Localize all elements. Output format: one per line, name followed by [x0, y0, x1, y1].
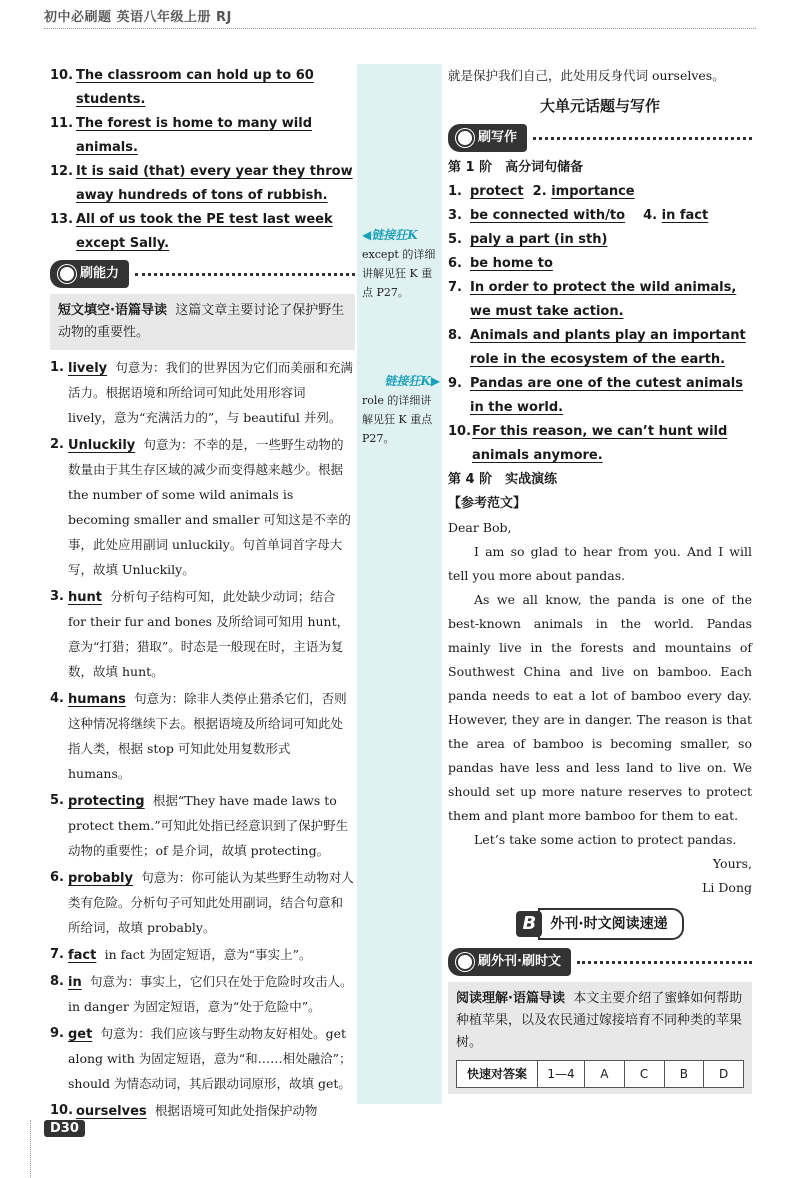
section-b-title: [448, 908, 752, 940]
continued-explanation: 就是保护我们自己，此处用反身代词 ourselves。: [448, 68, 725, 83]
quick-answer-cell: D: [719, 1067, 729, 1081]
stage1-item: 1. protect 2. importance: [448, 184, 635, 199]
right-column: [448, 64, 752, 1100]
foreign-section-header: [448, 948, 752, 976]
answer-item: 8. in 句意为：事实上，它们只在处于危险时攻击人。in danger 为固定短语，意为“处于危险中”。: [50, 974, 353, 1014]
pencil-icon: [456, 953, 474, 971]
dotted-rule: [533, 137, 752, 140]
sentence-item: 13. All of us took the PE test last week except Sally.: [50, 212, 333, 251]
link-arrow-icon: ▶: [430, 374, 440, 388]
quick-answer-cell: A: [585, 1061, 625, 1087]
writing-section-header: [448, 124, 752, 152]
essay-signature: Li Dong: [702, 880, 752, 895]
link-label: 链接狂K: [384, 374, 431, 388]
dotted-rule: [135, 273, 355, 276]
answer-item: 1. lively 句意为：我们的世界因为它们而美丽和充满活力。根据语境和所给词可知此处用形容词 lively，意为“充满活力的”，与 beautiful 并列。: [50, 360, 353, 425]
answer-item: 4. humans 句意为：除非人类停止猎杀它们，否则这种情况将继续下去。根据语境及所给词可知此处指人类，根据 stop 可知此处用复数形式 humans。: [50, 691, 347, 781]
stage1-item: 3. be connected with/to 4. in fact: [448, 208, 709, 223]
essay-greeting: Dear Bob,: [448, 520, 512, 535]
page-number: D30: [44, 1120, 85, 1137]
answer-item: 3. hunt 分析句子结构可知，此处缺少动词；结合 for their fur and bones 及所给词可知用 hunt，意为“打猎；猎取”。时态是一般现在时，主语为复数，故填 hunt。: [50, 589, 350, 679]
section-b-text: 外刊·时文阅读速递: [538, 908, 683, 940]
reading-intro-box: 阅读理解·语篇导读 本文主要介绍了蜜蜂如何帮助种植苹果，以及农民通过嫁接培育不同种类的苹果树。 快速对答案 1—4 A C B D: [448, 982, 752, 1094]
stage1-item: 10. For this reason, we can’t hunt wild animals anymore.: [448, 424, 728, 463]
stage1-item: 8. Animals and plants play an important role in the ecosystem of the earth.: [448, 328, 746, 367]
corner-mark: [30, 1120, 32, 1178]
link-note-1: [362, 226, 442, 302]
answer-item: 10. ourselves 根据语境可知此处指保护动物: [50, 1103, 318, 1119]
pencil-icon: [58, 265, 76, 283]
essay-closing: Yours,: [712, 856, 752, 871]
middle-notes-column: [357, 64, 442, 1104]
section-b-letter: B: [516, 911, 542, 937]
writing-badge: 刷写作: [448, 124, 527, 152]
sample-essay: [448, 516, 752, 900]
ability-badge: 刷能力: [50, 260, 129, 288]
quick-answer-cell: B: [665, 1061, 705, 1087]
stage1-item: 7. In order to protect the wild animals, we must take action.: [448, 280, 737, 319]
quick-answer-table: [456, 1060, 744, 1088]
ability-intro-box: 短文填空·语篇导读 这篇文章主要讨论了保护野生动物的重要性。: [50, 294, 355, 350]
essay-paragraph: Let’s take some action to protect pandas.: [474, 832, 737, 847]
answer-item: 5. protecting 根据“They have made laws to protect them.”可知此处指已经意识到了保护野生动物的重要性；of 是介词，故填 protecting。: [50, 793, 349, 858]
stage4-title: 第 4 阶 实战演练: [448, 472, 558, 487]
stage1-title: 第 1 阶 高分词句储备: [448, 160, 584, 175]
stage1-item: 6. be home to: [448, 256, 553, 271]
sentence-item: 12. It is said (that) every year they throw away hundreds of tons of rubbish.: [50, 164, 353, 203]
link-arrow-icon: ◀: [362, 228, 372, 242]
left-column: [50, 64, 355, 1124]
essay-paragraph: I am so glad to hear from you. And I will tell you more about pandas.: [448, 544, 752, 583]
quick-answer-range: 1—4: [538, 1061, 585, 1087]
link-note-text: role 的详细讲解见狂 K 重点 P27。: [362, 394, 433, 445]
header-divider: [44, 28, 756, 29]
ability-section-header: [50, 260, 355, 288]
answer-item: 6. probably 句意为：你可能认为某些野生动物对人类有危险。分析句子可知此处用副词，结合句意和所给词，故填 probably。: [50, 870, 354, 935]
quick-answer-label: 快速对答案: [457, 1061, 538, 1087]
link-note-text: except 的详细讲解见狂 K 重点 P27。: [362, 248, 436, 299]
quick-answer-cell: C: [625, 1061, 665, 1087]
answer-item: 2. Unluckily 句意为：不幸的是，一些野生动物的数量由于其生存区域的减少而变得越来越少。根据 the number of some wild animals is becoming smaller and smaller 可知这是不幸的事，此处应用副词 unluckily。句首单词首字母大写，故填 Unluckily。: [50, 437, 351, 577]
sample-label: 【参考范文】: [448, 496, 527, 511]
answer-item: 7. fact in fact 为固定短语，意为“事实上”。: [50, 947, 312, 963]
unit-title: 大单元话题与写作: [539, 97, 660, 115]
dotted-rule: [577, 961, 752, 964]
link-label: 链接狂K: [371, 228, 418, 242]
foreign-badge: 刷外刊·刷时文: [448, 948, 571, 976]
page-header: 初中必刷题 英语八年级上册 RJ: [44, 10, 232, 25]
stage1-item: 5. paly a part (in sth): [448, 232, 608, 247]
sentence-item: 10. The classroom can hold up to 60 students.: [50, 68, 314, 107]
pencil-icon: [456, 129, 474, 147]
sentence-item: 11. The forest is home to many wild animals.: [50, 116, 313, 155]
stage1-item: 9. Pandas are one of the cutest animals in the world.: [448, 376, 743, 415]
answer-item: 9. get 句意为：我们应该与野生动物友好相处。get along with 为固定短语，意为“和……相处融洽”；should 为情态动词，其后跟动词原形，故填 get。: [50, 1026, 352, 1091]
essay-paragraph: As we all know, the panda is one of the best-known animals in the world. Pandas mainly live in the forests and mountains of Southwest China and live on bamboo. Each panda needs to eat a lot of bamboo every day. However, they are in danger. The reason is that the area of bamboo is becoming smaller, so pandas have less and less land to live on. We should set up more nature reserves to protect them and plant more bamboo for them to eat.: [448, 592, 752, 823]
link-note-2: [362, 372, 442, 448]
